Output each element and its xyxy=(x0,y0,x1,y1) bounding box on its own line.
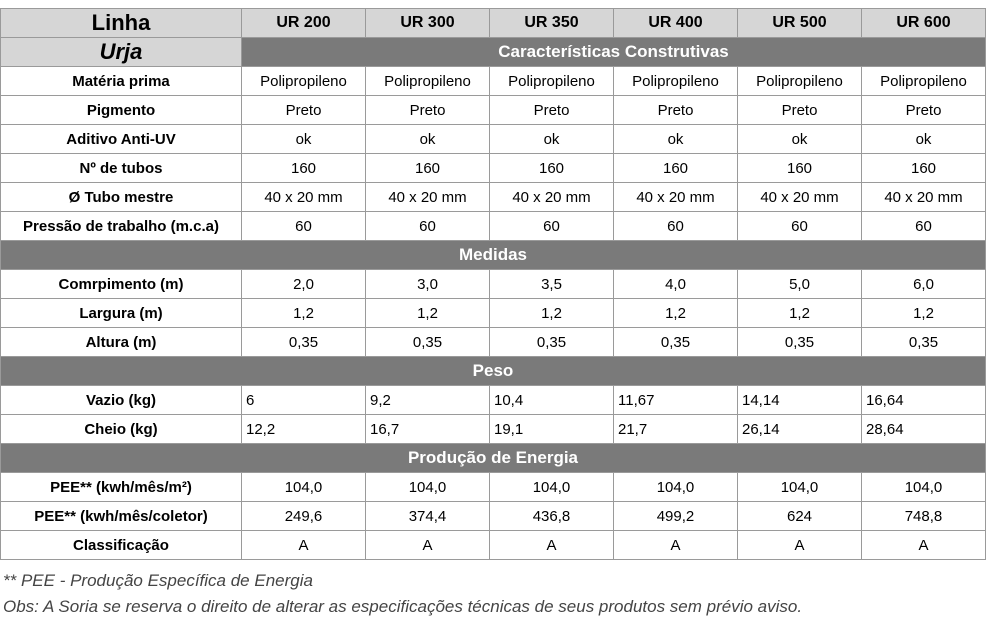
row-label: Comrpimento (m) xyxy=(1,270,242,299)
header-row xyxy=(1,9,986,38)
spec-table-body xyxy=(1,9,986,560)
table-cell: 40 x 20 mm xyxy=(366,183,490,212)
model-header: UR 200 xyxy=(242,9,366,38)
row-label: PEE** (kwh/mês/coletor) xyxy=(1,502,242,531)
table-cell: 0,35 xyxy=(490,328,614,357)
table-row xyxy=(1,502,986,531)
table-cell: 2,0 xyxy=(242,270,366,299)
table-cell: Preto xyxy=(862,96,986,125)
product-line-name: Urja xyxy=(1,38,242,67)
table-row xyxy=(1,415,986,444)
table-row xyxy=(1,154,986,183)
table-row xyxy=(1,386,986,415)
model-header: UR 350 xyxy=(490,9,614,38)
table-cell: 5,0 xyxy=(738,270,862,299)
table-cell: 21,7 xyxy=(614,415,738,444)
table-row xyxy=(1,125,986,154)
table-cell: 40 x 20 mm xyxy=(614,183,738,212)
table-cell: Preto xyxy=(242,96,366,125)
table-cell: ok xyxy=(862,125,986,154)
table-cell: ok xyxy=(242,125,366,154)
row-label: Ø Tubo mestre xyxy=(1,183,242,212)
section-header: Peso xyxy=(1,357,986,386)
table-cell: 1,2 xyxy=(490,299,614,328)
table-cell: 160 xyxy=(490,154,614,183)
table-cell: 19,1 xyxy=(490,415,614,444)
table-cell: 40 x 20 mm xyxy=(738,183,862,212)
table-cell: ok xyxy=(614,125,738,154)
table-cell: 748,8 xyxy=(862,502,986,531)
model-header: UR 300 xyxy=(366,9,490,38)
section-row xyxy=(1,444,986,473)
table-cell: 10,4 xyxy=(490,386,614,415)
table-cell: Polipropileno xyxy=(738,67,862,96)
section-row xyxy=(1,357,986,386)
table-cell: 0,35 xyxy=(366,328,490,357)
table-cell: 1,2 xyxy=(366,299,490,328)
table-cell: 160 xyxy=(738,154,862,183)
row-label: PEE** (kwh/mês/m²) xyxy=(1,473,242,502)
table-cell: 16,64 xyxy=(862,386,986,415)
table-cell: 436,8 xyxy=(490,502,614,531)
row-label: Pressão de trabalho (m.c.a) xyxy=(1,212,242,241)
model-header: UR 600 xyxy=(862,9,986,38)
table-cell: 104,0 xyxy=(366,473,490,502)
table-cell: 160 xyxy=(614,154,738,183)
table-cell: 104,0 xyxy=(862,473,986,502)
table-cell: 60 xyxy=(738,212,862,241)
section-header: Produção de Energia xyxy=(1,444,986,473)
table-cell: Polipropileno xyxy=(490,67,614,96)
table-cell: 6,0 xyxy=(862,270,986,299)
table-cell: 104,0 xyxy=(490,473,614,502)
table-cell: 1,2 xyxy=(242,299,366,328)
table-cell: 160 xyxy=(366,154,490,183)
table-cell: 40 x 20 mm xyxy=(242,183,366,212)
table-row xyxy=(1,183,986,212)
table-cell: 28,64 xyxy=(862,415,986,444)
table-cell: 16,7 xyxy=(366,415,490,444)
product-line-title: Linha xyxy=(1,9,242,38)
table-row xyxy=(1,531,986,560)
table-cell: Preto xyxy=(366,96,490,125)
table-cell: 249,6 xyxy=(242,502,366,531)
footnotes xyxy=(3,568,802,620)
model-header: UR 500 xyxy=(738,9,862,38)
table-cell: Polipropileno xyxy=(614,67,738,96)
table-cell: 60 xyxy=(242,212,366,241)
table-cell: 60 xyxy=(862,212,986,241)
spec-table xyxy=(0,8,986,560)
table-cell: ok xyxy=(490,125,614,154)
table-cell: 26,14 xyxy=(738,415,862,444)
section-header: Características Construtivas xyxy=(242,38,986,67)
table-cell: Polipropileno xyxy=(242,67,366,96)
table-cell: A xyxy=(614,531,738,560)
subheader-row xyxy=(1,38,986,67)
table-cell: 104,0 xyxy=(614,473,738,502)
table-cell: 4,0 xyxy=(614,270,738,299)
table-cell: 1,2 xyxy=(738,299,862,328)
table-cell: 40 x 20 mm xyxy=(862,183,986,212)
footnote-pee: ** PEE - Produção Específica de Energia xyxy=(3,571,313,590)
table-cell: Preto xyxy=(738,96,862,125)
table-cell: 60 xyxy=(366,212,490,241)
table-cell: A xyxy=(862,531,986,560)
table-cell: 0,35 xyxy=(614,328,738,357)
table-cell: 160 xyxy=(862,154,986,183)
table-row xyxy=(1,328,986,357)
table-cell: 40 x 20 mm xyxy=(490,183,614,212)
table-cell: 160 xyxy=(242,154,366,183)
table-cell: A xyxy=(242,531,366,560)
row-label: Matéria prima xyxy=(1,67,242,96)
table-cell: 14,14 xyxy=(738,386,862,415)
table-cell: 60 xyxy=(490,212,614,241)
table-cell: 0,35 xyxy=(738,328,862,357)
table-cell: 1,2 xyxy=(862,299,986,328)
row-label: Vazio (kg) xyxy=(1,386,242,415)
table-cell: Polipropileno xyxy=(862,67,986,96)
table-cell: 104,0 xyxy=(738,473,862,502)
row-label: Altura (m) xyxy=(1,328,242,357)
table-cell: ok xyxy=(738,125,862,154)
row-label: Cheio (kg) xyxy=(1,415,242,444)
table-row xyxy=(1,270,986,299)
table-cell: 374,4 xyxy=(366,502,490,531)
table-row xyxy=(1,67,986,96)
table-cell: Preto xyxy=(614,96,738,125)
table-cell: A xyxy=(490,531,614,560)
table-cell: A xyxy=(738,531,862,560)
row-label: Pigmento xyxy=(1,96,242,125)
table-cell: 624 xyxy=(738,502,862,531)
table-cell: 9,2 xyxy=(366,386,490,415)
table-cell: 11,67 xyxy=(614,386,738,415)
row-label: Classificação xyxy=(1,531,242,560)
table-cell: 0,35 xyxy=(862,328,986,357)
table-cell: Preto xyxy=(490,96,614,125)
model-header: UR 400 xyxy=(614,9,738,38)
table-cell: 3,0 xyxy=(366,270,490,299)
table-cell: 104,0 xyxy=(242,473,366,502)
footnote-disclaimer: Obs: A Soria se reserva o direito de alterar as especificações técnicas de seus produtos sem prévio aviso. xyxy=(3,597,803,616)
table-row xyxy=(1,473,986,502)
row-label: Aditivo Anti-UV xyxy=(1,125,242,154)
table-cell: 60 xyxy=(614,212,738,241)
table-cell: ok xyxy=(366,125,490,154)
row-label: Nº de tubos xyxy=(1,154,242,183)
table-row xyxy=(1,212,986,241)
table-row xyxy=(1,299,986,328)
table-cell: 12,2 xyxy=(242,415,366,444)
table-row xyxy=(1,96,986,125)
table-cell: 499,2 xyxy=(614,502,738,531)
table-cell: 3,5 xyxy=(490,270,614,299)
section-header: Medidas xyxy=(1,241,986,270)
section-row xyxy=(1,241,986,270)
table-cell: 0,35 xyxy=(242,328,366,357)
row-label: Largura (m) xyxy=(1,299,242,328)
table-cell: A xyxy=(366,531,490,560)
table-cell: Polipropileno xyxy=(366,67,490,96)
table-cell: 1,2 xyxy=(614,299,738,328)
table-cell: 6 xyxy=(242,386,366,415)
